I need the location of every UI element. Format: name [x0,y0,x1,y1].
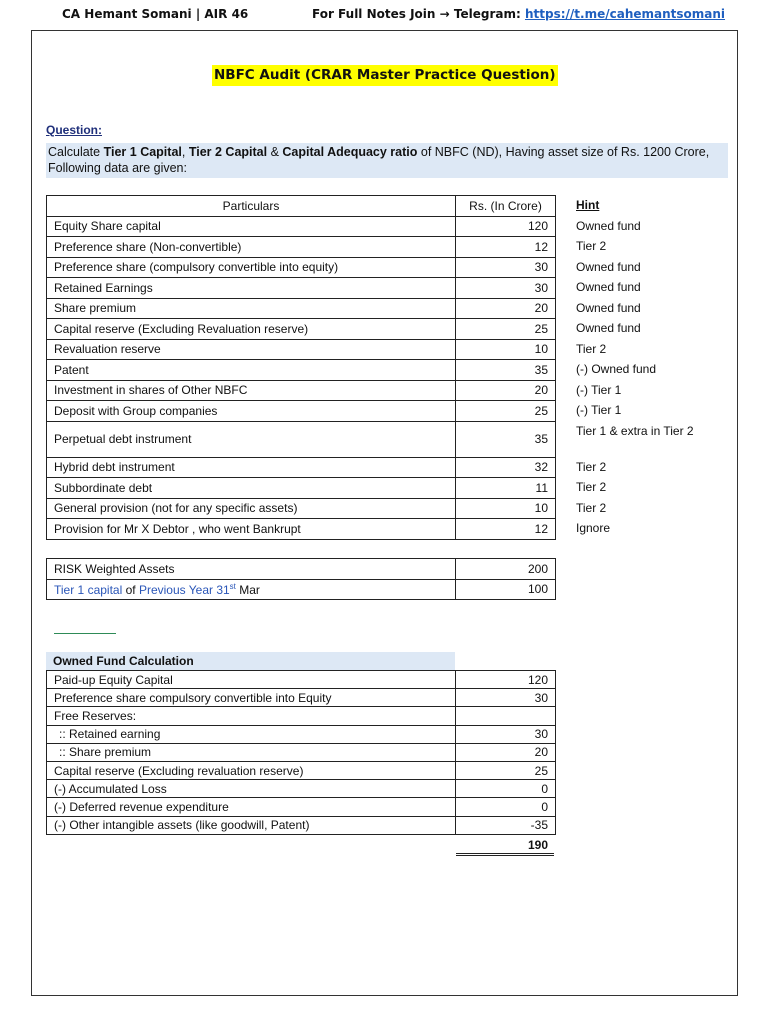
hint-item: (-) Owned fund [576,362,657,376]
owned-fund-label: :: Share premium [47,743,456,761]
owned-fund-value: 20 [456,743,556,761]
header-bar [0,5,768,25]
question-text-part: of NBFC (ND), Having asset size of Rs. 1200 Crore, Following data are given: [48,145,710,175]
owned-fund-value: -35 [456,816,556,834]
superscript: st [229,581,236,591]
table-row [47,579,556,600]
tier1-link-text: Tier 1 capital [54,582,123,597]
prev-tier1-value: 100 [456,579,556,600]
table-row [47,707,556,725]
table-row [47,360,556,381]
column-header-amount: Rs. (In Crore) [456,196,556,217]
owned-fund-value: 25 [456,761,556,779]
question-term-car: Capital Adequacy ratio [282,145,418,159]
hint-item: Tier 2 [576,341,607,356]
table-row [47,457,556,478]
hint-item: Ignore [576,521,611,535]
particular-cell: Perpetual debt instrument [47,421,456,457]
hint-item: Owned fund [576,280,641,294]
hint-item: (-) Tier 1 [576,403,622,417]
particular-cell: Subbordinate debt [47,478,456,499]
divider [54,633,116,634]
owned-fund-value: 0 [456,780,556,798]
hint-item: Owned fund [576,300,641,315]
risk-label: RISK Weighted Assets [47,559,456,580]
particular-cell: Share premium [47,298,456,319]
amount-cell: 20 [456,298,556,319]
amount-cell: 35 [456,360,556,381]
particular-cell: Investment in shares of Other NBFC [47,380,456,401]
hint-item: Tier 2 [576,480,607,494]
particular-cell: Equity Share capital [47,216,456,237]
table-row [47,689,556,707]
table-row [47,278,556,299]
particular-cell: Preference share (Non-convertible) [47,237,456,258]
telegram-label: Telegram: [453,7,521,21]
particular-cell: Provision for Mr X Debtor , who went Bankrupt [47,519,456,540]
particular-cell: Patent [47,360,456,381]
telegram-link[interactable]: https://t.me/cahemantsomani [524,7,726,21]
owned-fund-label: Paid-up Equity Capital [47,671,456,689]
risk-table [46,558,556,600]
owned-fund-value: 30 [456,689,556,707]
owned-fund-total: 190 [456,836,554,856]
table-row [47,519,556,540]
hint-item: (-) Tier 1 [576,382,622,397]
amount-cell: 35 [456,421,556,457]
author-label: CA Hemant Somani | AIR 46 [62,7,249,21]
particular-cell: Retained Earnings [47,278,456,299]
amount-cell: 11 [456,478,556,499]
amount-cell: 32 [456,457,556,478]
table-row [47,339,556,360]
table-row [47,798,556,816]
prev-tier1-label [47,579,456,600]
table-row [47,725,556,743]
table-row [47,401,556,422]
table-row [47,478,556,499]
question-text-part: , [181,145,189,159]
label-text: of [122,582,139,597]
table-row [47,671,556,689]
hint-item: Tier 1 & extra in Tier 2 [576,423,694,438]
amount-cell: 30 [456,278,556,299]
amount-cell: 10 [456,339,556,360]
page-title: NBFC Audit (CRAR Master Practice Question) [212,65,558,86]
table-row [47,761,556,779]
table-row [47,216,556,237]
question-text-part: Calculate [48,145,104,159]
table-row [47,257,556,278]
table-row [47,498,556,519]
owned-fund-value [456,707,556,725]
table-row [47,743,556,761]
hint-column [576,195,726,539]
notes-prefix: For Full Notes Join [312,7,436,21]
hint-header: Hint [576,198,600,212]
owned-fund-value: 0 [456,798,556,816]
amount-cell: 12 [456,519,556,540]
owned-fund-label: :: Retained earning [47,725,456,743]
particular-cell: Hybrid debt instrument [47,457,456,478]
table-row [47,816,556,834]
owned-fund-label: Capital reserve (Excluding revaluation reserve) [47,761,456,779]
particulars-table [46,195,556,540]
table-row [47,780,556,798]
hint-item: Owned fund [576,321,641,335]
risk-value: 200 [456,559,556,580]
hint-item: Owned fund [576,218,641,233]
amount-cell: 25 [456,401,556,422]
table-row [47,298,556,319]
owned-fund-label: (-) Accumulated Loss [47,780,456,798]
owned-fund-heading: Owned Fund Calculation [46,652,455,670]
owned-fund-label: Preference share compulsory convertible into Equity [47,689,456,707]
owned-fund-label: (-) Other intangible assets (like goodwill, Patent) [47,816,456,834]
previous-year-text: Previous Year 31 [138,582,230,597]
column-header-particulars: Particulars [47,196,456,217]
table-row [47,380,556,401]
amount-cell: 30 [456,257,556,278]
question-term-tier1: Tier 1 Capital [103,145,182,159]
particular-cell: Revaluation reserve [47,339,456,360]
hint-item: Tier 2 [576,500,607,515]
question-label: Question: [46,123,102,137]
table-row [47,559,556,580]
amount-cell: 20 [456,380,556,401]
particular-cell: Preference share (compulsory convertible into equity) [47,257,456,278]
telegram-notice [312,7,725,21]
table-row [47,319,556,340]
owned-fund-value: 120 [456,671,556,689]
arrow-right-icon: → [439,7,450,21]
question-text-part: & [267,145,283,159]
amount-cell: 10 [456,498,556,519]
question-term-tier2: Tier 2 Capital [188,145,268,159]
owned-fund-label: Free Reserves: [47,707,456,725]
amount-cell: 12 [456,237,556,258]
particular-cell: Capital reserve (Excluding Revaluation reserve) [47,319,456,340]
hint-item: Tier 2 [576,459,607,474]
amount-cell: 25 [456,319,556,340]
particular-cell: General provision (not for any specific assets) [47,498,456,519]
owned-fund-value: 30 [456,725,556,743]
hint-item: Tier 2 [576,239,607,253]
particular-cell: Deposit with Group companies [47,401,456,422]
owned-fund-table [46,670,556,835]
amount-cell: 120 [456,216,556,237]
label-text: Mar [235,582,260,597]
owned-fund-label: (-) Deferred revenue expenditure [47,798,456,816]
question-text [46,143,728,178]
hint-item: Owned fund [576,259,641,274]
table-row [47,237,556,258]
table-row [47,421,556,457]
